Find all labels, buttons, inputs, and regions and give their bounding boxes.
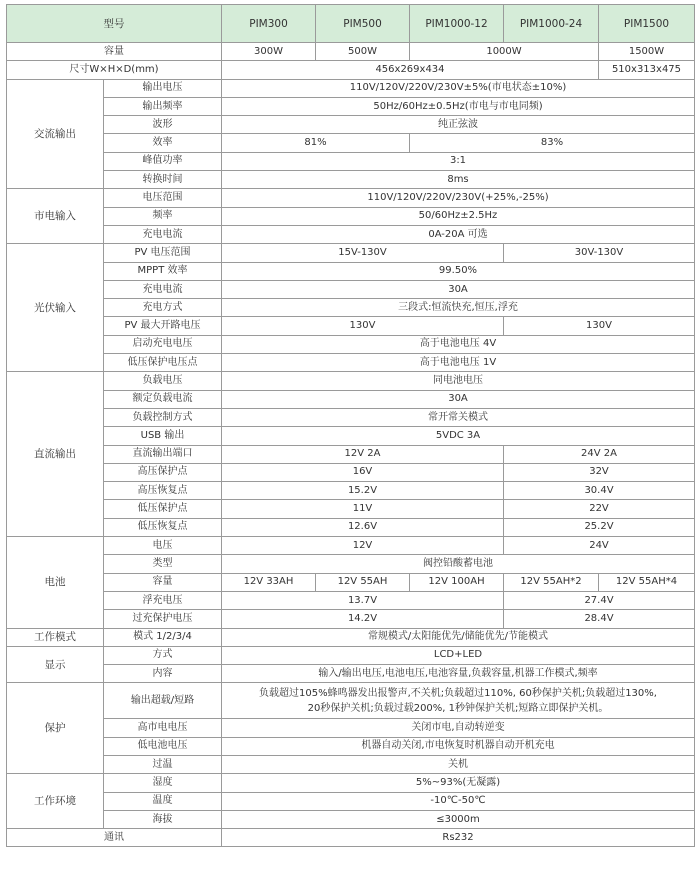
row-label: 充电电流 [104,225,222,243]
table-row [7,774,695,792]
row-label: 直流输出端口 [104,445,222,463]
cell-value: 1500W [599,43,695,61]
cell-value: 关机 [222,755,695,773]
table-row [7,189,695,207]
model-pim1500: PIM1500 [599,5,695,43]
row-label: 启动充电电压 [104,335,222,353]
cell-value: 30.4V [504,482,695,500]
table-row [7,244,695,262]
group-display: 显示 [7,646,104,683]
table-row [7,408,695,426]
table-row [7,518,695,536]
cell-value: 0A-20A 可选 [222,225,695,243]
cell-value: 12V 55AH*4 [599,573,695,591]
row-label: 尺寸W×H×D(mm) [7,61,222,79]
cell-value: 32V [504,463,695,481]
cell-value: 纯正弦波 [222,116,695,134]
cell-value: 8ms [222,171,695,189]
table-row [7,225,695,243]
cell-value: 24V 2A [504,445,695,463]
cell-value: 30A [222,390,695,408]
row-label: 峰值功率 [104,152,222,170]
spec-table [6,4,695,847]
cell-value: 130V [504,317,695,335]
cell-value: 24V [504,537,695,555]
table-row [7,755,695,773]
table-row [7,555,695,573]
table-row [7,97,695,115]
table-row [7,591,695,609]
row-label: 高压保护点 [104,463,222,481]
cell-value: 15.2V [222,482,504,500]
row-label: PV 最大开路电压 [104,317,222,335]
table-row [7,152,695,170]
row-label: 容量 [104,573,222,591]
row-label: 低压恢复点 [104,518,222,536]
row-label: 容量 [7,43,222,61]
table-row [7,463,695,481]
table-row [7,683,695,719]
cell-value: 关闭市电,自动转逆变 [222,719,695,737]
group-dc-output: 直流输出 [7,372,104,537]
cell-value: 5%~93%(无凝露) [222,774,695,792]
table-row [7,810,695,828]
cell-value: 99.50% [222,262,695,280]
row-label: 低压保护点 [104,500,222,518]
table-row [7,280,695,298]
table-row [7,335,695,353]
model-pim500: PIM500 [316,5,410,43]
group-battery: 电池 [7,537,104,628]
row-label: 方式 [104,646,222,664]
cell-value: 12.6V [222,518,504,536]
table-row [7,134,695,152]
cell-value: 14.2V [222,610,504,628]
table-row [7,354,695,372]
row-label: 输出频率 [104,97,222,115]
cell-value: ≤3000m [222,810,695,828]
row-label: 通讯 [7,829,222,847]
group-pv-input: 光伏输入 [7,244,104,372]
capacity-row [7,43,695,61]
table-row [7,719,695,737]
row-label: 低压保护电压点 [104,354,222,372]
row-label: 模式 1/2/3/4 [104,628,222,646]
row-label: 海拔 [104,810,222,828]
cell-value: 130V [222,317,504,335]
row-label: 频率 [104,207,222,225]
cell-value: 15V-130V [222,244,504,262]
dimensions-row [7,61,695,79]
row-label: 转换时间 [104,171,222,189]
cell-value: 12V [222,537,504,555]
cell-value: 110V/120V/220V/230V±5%(市电状态±10%) [222,79,695,97]
cell-value: 12V 100AH [410,573,504,591]
group-mains-input: 市电输入 [7,189,104,244]
row-label: USB 输出 [104,427,222,445]
table-row [7,628,695,646]
model-label: 型号 [7,5,222,43]
row-label: 湿度 [104,774,222,792]
table-row [7,299,695,317]
table-row [7,737,695,755]
cell-value: 机器自动关闭,市电恢复时机器自动开机充电 [222,737,695,755]
table-row [7,372,695,390]
group-protection: 保护 [7,683,104,774]
row-label: 充电方式 [104,299,222,317]
table-row [7,646,695,664]
row-label: 效率 [104,134,222,152]
cell-value: 12V 55AH [316,573,410,591]
group-environment: 工作环境 [7,774,104,829]
cell-value: 30V-130V [504,244,695,262]
table-row [7,610,695,628]
cell-value: 25.2V [504,518,695,536]
model-pim300: PIM300 [222,5,316,43]
cell-value: -10℃-50℃ [222,792,695,810]
cell-value: 12V 2A [222,445,504,463]
row-label: 高压恢复点 [104,482,222,500]
table-row [7,445,695,463]
cell-value: 同电池电压 [222,372,695,390]
cell-value: 27.4V [504,591,695,609]
cell-value: 1000W [410,43,599,61]
cell-value: 输入/输出电压,电池电压,电池容量,负载容量,机器工作模式,频率 [222,665,695,683]
row-label: 电压 [104,537,222,555]
table-row [7,116,695,134]
table-row [7,573,695,591]
row-label: 过充保护电压 [104,610,222,628]
cell-value [222,683,695,719]
row-label: 浮充电压 [104,591,222,609]
group-ac-output: 交流输出 [7,79,104,189]
cell-value: 常开常关模式 [222,408,695,426]
cell-value: LCD+LED [222,646,695,664]
table-row [7,317,695,335]
row-label: 过温 [104,755,222,773]
table-row [7,829,695,847]
cell-value: 常规模式/太阳能优先/储能优先/节能模式 [222,628,695,646]
cell-value: 500W [316,43,410,61]
cell-value: 456x269x434 [222,61,599,79]
cell-value: 13.7V [222,591,504,609]
row-label: 类型 [104,555,222,573]
table-row [7,665,695,683]
cell-value: 83% [410,134,695,152]
table-row [7,390,695,408]
cell-value: 50/60Hz±2.5Hz [222,207,695,225]
model-pim1000-24: PIM1000-24 [504,5,599,43]
table-row [7,79,695,97]
cell-value: 50Hz/60Hz±0.5Hz(市电与市电同频) [222,97,695,115]
cell-value: Rs232 [222,829,695,847]
cell-value: 12V 33AH [222,573,316,591]
cell-value: 12V 55AH*2 [504,573,599,591]
model-pim1000-12: PIM1000-12 [410,5,504,43]
table-row [7,500,695,518]
group-work-mode: 工作模式 [7,628,104,646]
table-row [7,207,695,225]
overload-line-1: 负载超过105%蜂鸣器发出报警声,不关机;负载超过110%, 60秒保护关机;负载超过130%, [259,687,657,699]
row-label: 输出超载/短路 [104,683,222,719]
row-label: 额定负载电流 [104,390,222,408]
table-row [7,482,695,500]
overload-line-2: 20秒保护关机;负载过载200%, 1秒钟保护关机;短路立即保护关机。 [307,702,609,714]
row-label: 波形 [104,116,222,134]
row-label: 负载电压 [104,372,222,390]
row-label: 负载控制方式 [104,408,222,426]
row-label: 内容 [104,665,222,683]
cell-value: 高于电池电压 4V [222,335,695,353]
row-label: 输出电压 [104,79,222,97]
cell-value: 11V [222,500,504,518]
row-label: 低电池电压 [104,737,222,755]
cell-value: 28.4V [504,610,695,628]
cell-value: 阀控铅酸蓄电池 [222,555,695,573]
cell-value: 三段式:恒流快充,恒压,浮充 [222,299,695,317]
cell-value: 510x313x475 [599,61,695,79]
cell-value: 81% [222,134,410,152]
row-label: PV 电压范围 [104,244,222,262]
header-row [7,5,695,43]
row-label: 高市电电压 [104,719,222,737]
cell-value: 3:1 [222,152,695,170]
row-label: 电压范围 [104,189,222,207]
table-row [7,262,695,280]
cell-value: 110V/120V/220V/230V(+25%,-25%) [222,189,695,207]
table-row [7,427,695,445]
row-label: MPPT 效率 [104,262,222,280]
table-row [7,171,695,189]
cell-value: 16V [222,463,504,481]
cell-value: 5VDC 3A [222,427,695,445]
table-row [7,792,695,810]
row-label: 充电电流 [104,280,222,298]
cell-value: 高于电池电压 1V [222,354,695,372]
cell-value: 30A [222,280,695,298]
table-row [7,537,695,555]
cell-value: 22V [504,500,695,518]
cell-value: 300W [222,43,316,61]
row-label: 温度 [104,792,222,810]
